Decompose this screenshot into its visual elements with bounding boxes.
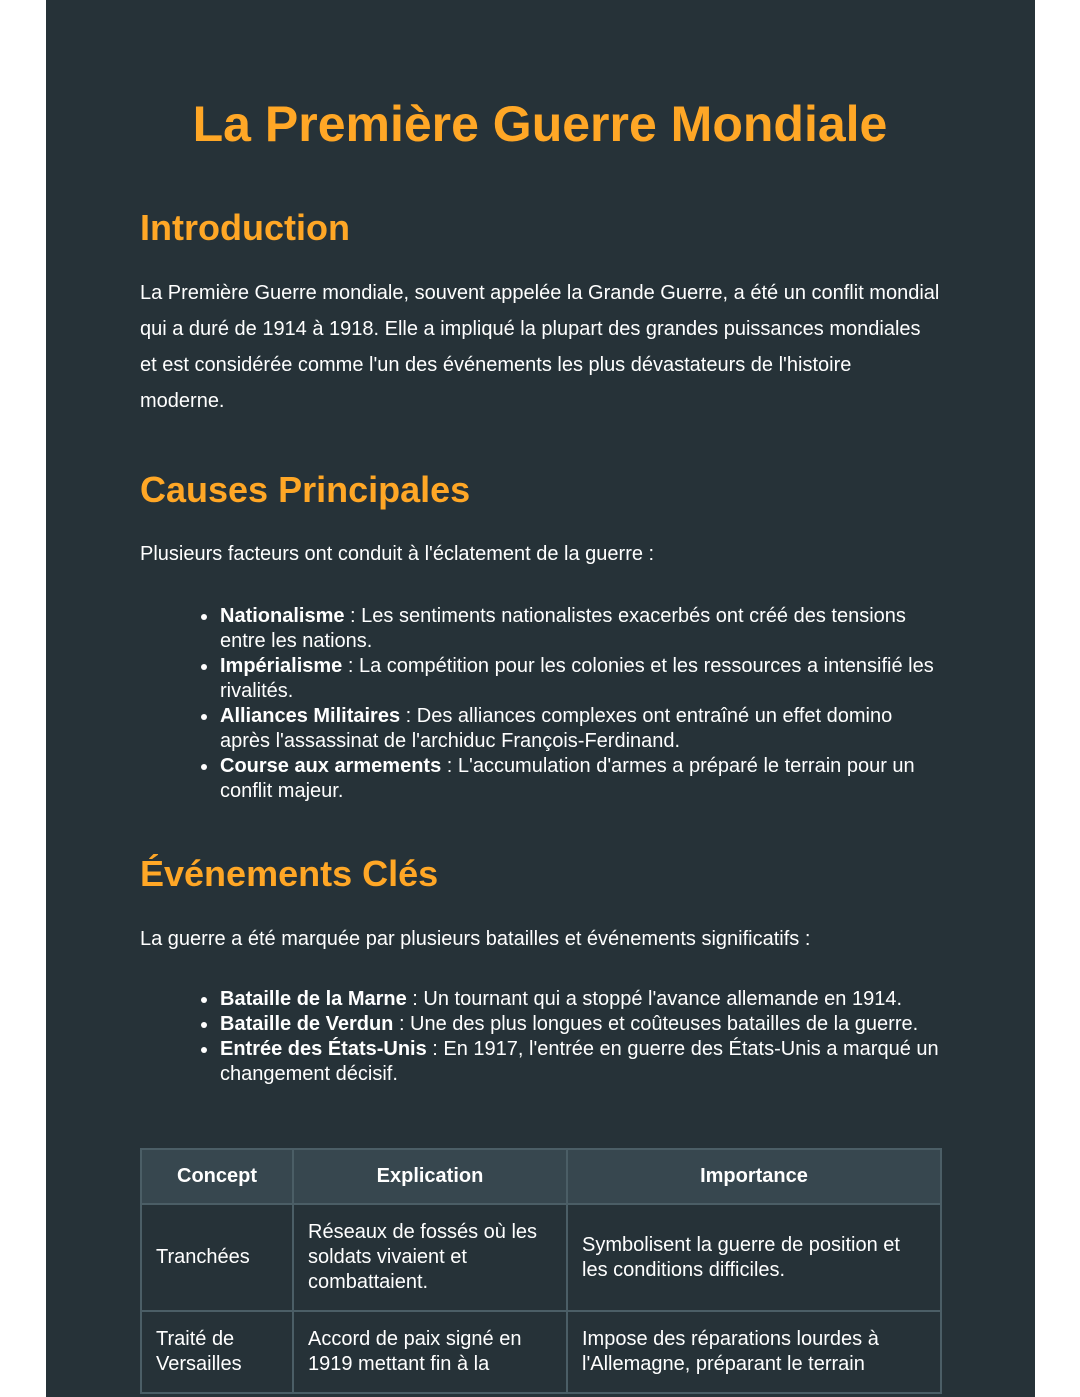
- causes-intro: Plusieurs facteurs ont conduit à l'éclatement de la guerre :: [140, 543, 655, 565]
- list-item-term: Entrée des États-Unis: [220, 1038, 427, 1060]
- list-item-term: Bataille de Verdun: [220, 1013, 394, 1035]
- list-item-term: Impérialisme: [220, 655, 343, 677]
- events-heading: Événements Clés: [140, 853, 439, 894]
- list-item-term: Alliances Militaires: [220, 705, 401, 727]
- page-title: La Première Guerre Mondiale: [192, 96, 888, 152]
- document-page: [46, 0, 1035, 1397]
- list-item-term: Bataille de la Marne: [220, 988, 407, 1010]
- table-header-row: [141, 1149, 941, 1204]
- header-concept: Concept: [141, 1149, 293, 1204]
- list-item-term: Course aux armements: [220, 755, 442, 777]
- list-item-term: Nationalisme: [220, 605, 345, 627]
- list-item-text: : Des alliances complexes ont entraîné un effet domino après l'assassinat de l'archiduc François-Ferdinand.: [220, 705, 893, 752]
- list-item-text: : La compétition pour les colonies et les ressources a intensifié les rivalités.: [220, 655, 934, 702]
- causes-heading: Causes Principales: [140, 469, 471, 510]
- list-item-text: : L'accumulation d'armes a préparé le terrain pour un conflit majeur.: [220, 755, 915, 802]
- list-item: [220, 704, 940, 754]
- list-item: [220, 1012, 940, 1037]
- list-item-text: : Les sentiments nationalistes exacerbés ont créé des tensions entre les nations.: [220, 605, 906, 652]
- table-cell: Réseaux de fossés où les soldats vivaient et combattaient.: [293, 1204, 567, 1311]
- list-item: [220, 754, 940, 804]
- table-row: [141, 1311, 941, 1393]
- list-item-text: : En 1917, l'entrée en guerre des États-Unis a marqué un changement décisif.: [220, 1038, 939, 1085]
- concepts-table: [140, 1148, 942, 1394]
- header-explication: Explication: [293, 1149, 567, 1204]
- list-item: [220, 1037, 940, 1087]
- introduction-heading: Introduction: [140, 207, 350, 248]
- table-cell: Accord de paix signé en 1919 mettant fin à la: [293, 1311, 567, 1393]
- table-row: [141, 1204, 941, 1311]
- table-cell: Tranchées: [141, 1204, 293, 1311]
- table-cell: Impose des réparations lourdes à l'Allemagne, préparant le terrain: [567, 1311, 941, 1393]
- list-item-text: : Une des plus longues et coûteuses batailles de la guerre.: [393, 1013, 919, 1035]
- causes-list: [220, 604, 940, 804]
- list-item: [220, 987, 940, 1012]
- introduction-text: La Première Guerre mondiale, souvent appelée la Grande Guerre, a été un conflit mondial qui a duré de 1914 à 1918. Elle a impliqué la plupart des grandes puissances mondiales et est considérée comme l'un des événements les plus dévastateurs de l'histoire moderne.: [140, 282, 940, 412]
- header-importance: Importance: [567, 1149, 941, 1204]
- events-list: [220, 987, 940, 1087]
- table-cell: Symbolisent la guerre de position et les conditions difficiles.: [567, 1204, 941, 1311]
- list-item-text: : Un tournant qui a stoppé l'avance allemande en 1914.: [406, 988, 903, 1010]
- list-item: [220, 654, 940, 704]
- events-intro: La guerre a été marquée par plusieurs batailles et événements significatifs :: [140, 928, 811, 950]
- table-cell: Traité de Versailles: [141, 1311, 293, 1393]
- list-item: [220, 604, 940, 654]
